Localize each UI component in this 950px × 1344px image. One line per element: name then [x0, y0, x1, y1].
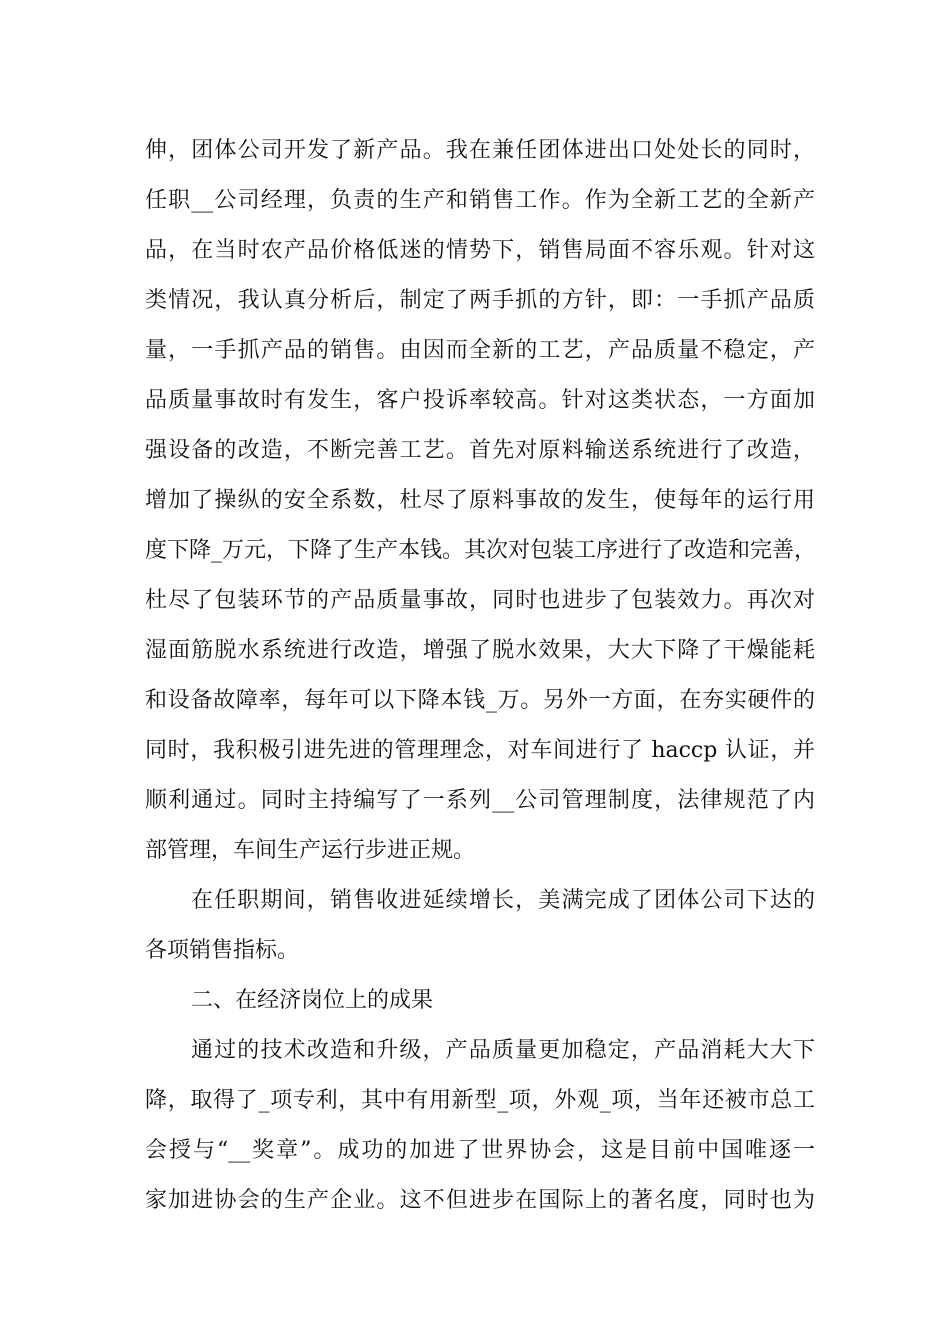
text-line: 家加进协会的生产企业。这不但进步在国际上的著名度，同时也为: [145, 1188, 815, 1213]
document-body: [145, 126, 815, 1226]
text-line: 顺利通过。同时主持编写了一系列__公司管理制度，法律规范了内: [145, 788, 815, 813]
text-line: 度下降_万元，下降了生产本钱。其次对包装工序进行了改造和完善，: [145, 538, 817, 563]
text-line: 会授与“__奖章”。成功的加进了世界协会，这是目前中国唯逐一: [145, 1138, 815, 1163]
text-line: 品质量事故时有发生，客户投诉率较高。针对这类状态，一方面加: [145, 388, 815, 413]
text-line: 同时，我积极引进先进的管理理念，对车间进行了 haccp 认证，并: [145, 738, 815, 763]
text-line: 部管理，车间生产运行步进正规。: [145, 838, 476, 863]
text-line: 通过的技术改造和升级，产品质量更加稳定，产品消耗大大下: [191, 1038, 815, 1063]
text-line: 二、在经济岗位上的成果: [191, 988, 434, 1013]
text-line: 各项销售指标。: [145, 938, 300, 963]
text-line: 任职__公司经理，负责的生产和销售工作。作为全新工艺的全新产: [145, 188, 815, 213]
text-line: 增加了操纵的安全系数，杜尽了原料事故的发生，使每年的运行用: [145, 488, 815, 513]
text-line: 量，一手抓产品的销售。由因而全新的工艺，产品质量不稳定，产: [145, 338, 815, 363]
text-line: 伸，团体公司开发了新产品。我在兼任团体进出口处处长的同时，: [145, 138, 815, 163]
text-line: 湿面筋脱水系统进行改造，增强了脱水效果，大大下降了干燥能耗: [145, 638, 815, 663]
text-line: 品，在当时农产品价格低迷的情势下，销售局面不容乐观。针对这: [145, 238, 815, 263]
text-line: 杜尽了包装环节的产品质量事故，同时也进步了包装效力。再次对: [145, 588, 815, 613]
text-line: 降，取得了_项专利，其中有用新型_项，外观_项，当年还被市总工: [145, 1088, 815, 1113]
text-line: 类情况，我认真分析后，制定了两手抓的方针，即：一手抓产品质: [145, 288, 815, 313]
text-line: 强设备的改造，不断完善工艺。首先对原料输送系统进行了改造，: [145, 438, 815, 463]
text-line: 在任职期间，销售收进延续增长，美满完成了团体公司下达的: [191, 888, 815, 913]
text-line: 和设备故障率，每年可以下降本钱_万。另外一方面，在夯实硬件的: [145, 688, 815, 713]
